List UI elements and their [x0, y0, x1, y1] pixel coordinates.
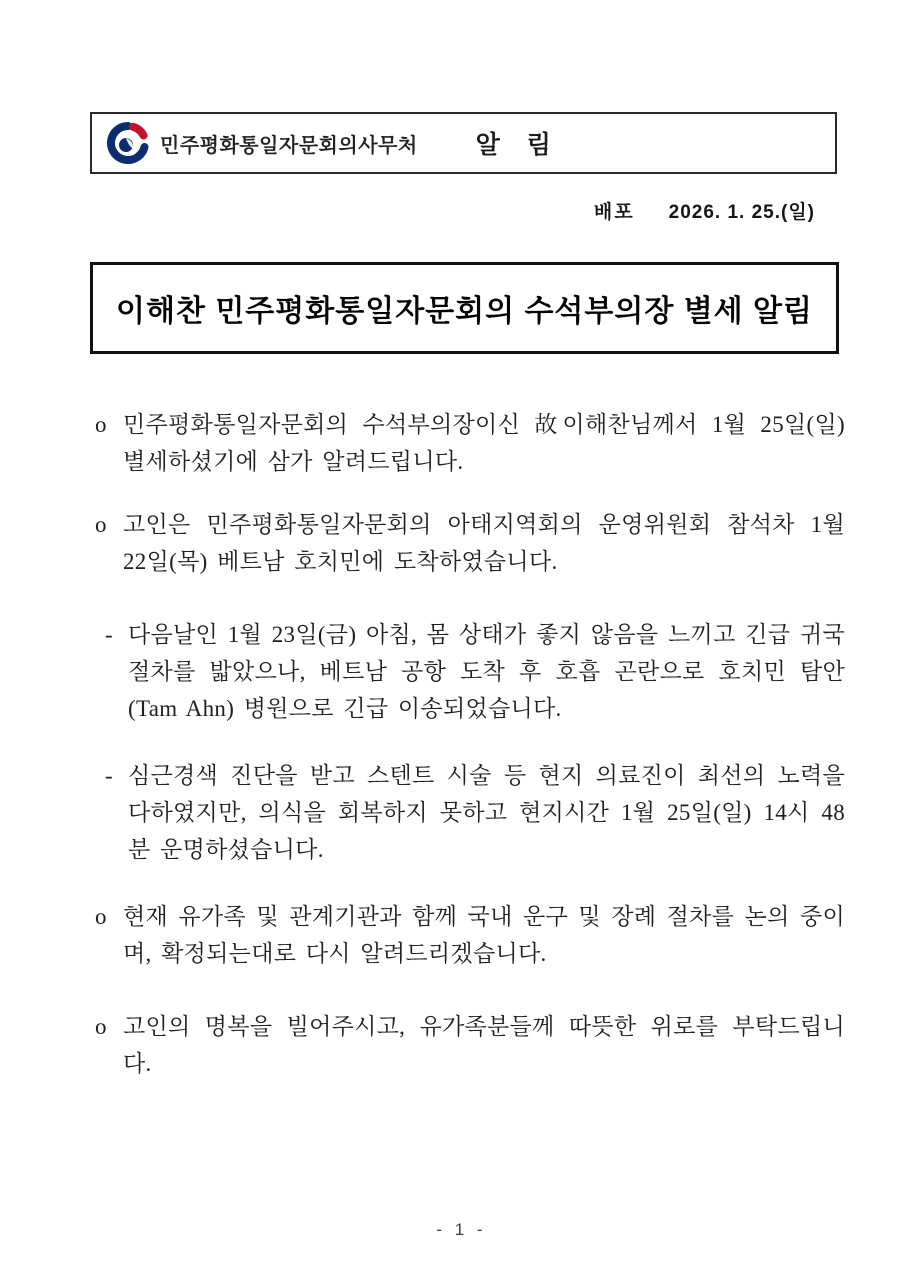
distribution-date: 2026. 1. 25.(일): [668, 202, 815, 223]
org-name: 민주평화통일자문회의사무처: [160, 134, 418, 157]
paragraph-bullet: o: [95, 1014, 107, 1039]
notice-paragraph: [95, 406, 845, 480]
paragraph-bullet: o: [95, 512, 107, 537]
notice-body: [95, 406, 845, 1108]
paragraph-bullet: o: [95, 412, 107, 437]
notice-paragraph: [95, 898, 845, 972]
korea-gov-emblem-icon: [106, 121, 150, 165]
distribution-line: [594, 197, 815, 224]
paragraph-text: 심근경색 진단을 받고 스텐트 시술 등 현지 의료진이 최선의 노력을 다하였지만, 의식을 회복하지 못하고 현지시간 1월 25일(일) 14시 48분 운명하셨습니다.: [128, 763, 845, 862]
notice-paragraph: [95, 1008, 845, 1082]
notice-subparagraph: [95, 616, 845, 727]
paragraph-bullet: -: [105, 763, 113, 788]
paragraph-text: 다음날인 1월 23일(금) 아침, 몸 상태가 좋지 않음을 느끼고 긴급 귀국절차를 밟았으나, 베트남 공항 도착 후 호흡 곤란으로 호치민 탐안(Tam Ahn) 병원으로 긴급 이송되었습니다.: [128, 622, 845, 721]
notice-title: 이해찬 민주평화통일자문회의 수석부의장 별세 알림: [116, 295, 813, 328]
paragraph-bullet: o: [95, 904, 107, 929]
notice-paragraph: [95, 506, 845, 580]
document-header-box: [90, 112, 837, 174]
paragraph-text: 현재 유가족 및 관계기관과 함께 국내 운구 및 장례 절차를 논의 중이며, 확정되는대로 다시 알려드리겠습니다.: [123, 904, 845, 966]
paragraph-text: 민주평화통일자문회의 수석부의장이신 故이해찬님께서 1월 25일(일) 별세하셨기에 삼가 알려드립니다.: [123, 412, 845, 474]
notice-subparagraph: [95, 757, 845, 868]
notice-title-box: [90, 262, 839, 354]
paragraph-text: 고인은 민주평화통일자문회의 아태지역회의 운영위원회 참석차 1월 22일(목) 베트남 호치민에 도착하였습니다.: [123, 512, 845, 574]
paragraph-bullet: -: [105, 622, 113, 647]
page-number: - 1 -: [436, 1220, 487, 1239]
paragraph-text: 고인의 명복을 빌어주시고, 유가족분들께 따뜻한 위로를 부탁드립니다.: [123, 1014, 845, 1076]
distribution-label: 배포: [593, 202, 635, 223]
doc-type-label: 알 림: [475, 131, 561, 159]
